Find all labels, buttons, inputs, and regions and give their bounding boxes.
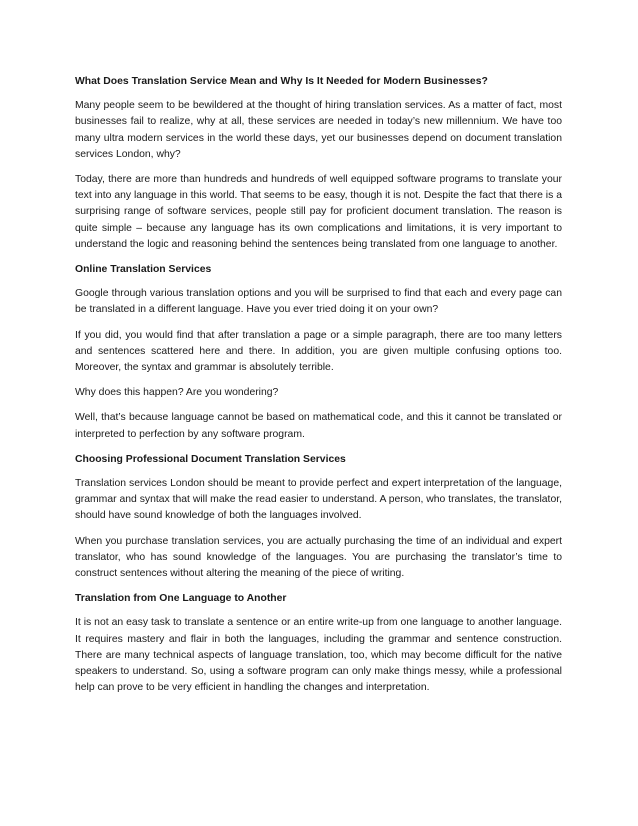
paragraph: Why does this happen? Are you wondering? <box>75 387 279 399</box>
document-body <box>75 74 562 706</box>
paragraph: If you did, you would find that after translation a page or a simple paragraph, there are too many letters and sentences scattered here and there. In addition, you are given multiple confusing options too. Moreover, the syntax and grammar is absolutely terrible. <box>75 329 562 374</box>
paragraph: It is not an easy task to translate a sentence or an entire write-up from one language to another language. It requires mastery and flair in both the languages, including the grammar and sentence construction. There are many technical aspects of language translation, too, which may become difficult for the native speakers to understand. So, using a software program can only make things messy, while a professional help can prove to be very efficient in handling the changes and interpretation. <box>75 617 562 694</box>
paragraph: Google through various translation options and you will be surprised to find that each and every page can be translated in a different language. Have you ever tried doing it on your own? <box>75 288 562 316</box>
paragraph: When you purchase translation services, you are actually purchasing the time of an individual and expert translator, who has sound knowledge of the languages. You are purchasing the translator’s time to construct sentences without altering the meaning of the piece of writing. <box>75 535 562 580</box>
section-heading: Choosing Professional Document Translation Services <box>75 453 346 465</box>
section-heading: Online Translation Services <box>75 264 212 276</box>
paragraph: Well, that’s because language cannot be based on mathematical code, and this it cannot be translated or interpreted to perfection by any software program. <box>75 412 562 440</box>
paragraph: Today, there are more than hundreds and hundreds of well equipped software programs to translate your text into any language in this world. That seems to be easy, though it is not. Despite the fact that there is a surprising range of software services, people still pay for proficient document translation. The reason is quite simple – because any language has its own complications and limitations, it is very important to understand the logic and reasoning behind the sentences being translated from one language to another. <box>75 174 562 250</box>
document-title: What Does Translation Service Mean and Why Is It Needed for Modern Businesses? <box>75 76 488 87</box>
paragraph: Translation services London should be meant to provide perfect and expert interpretation of the language, grammar and syntax that will make the read easier to understand. A person, who translates, the translator, should have sound knowledge of both the languages involved. <box>75 478 562 522</box>
paragraph: Many people seem to be bewildered at the thought of hiring translation services. As a matter of fact, most businesses fail to realize, why at all, these services are needed in today’s new millennium. We have too many ultra modern services in the world these days, yet our businesses depend on document translation services London, why? <box>75 100 562 160</box>
section-heading: Translation from One Language to Another <box>75 593 287 605</box>
